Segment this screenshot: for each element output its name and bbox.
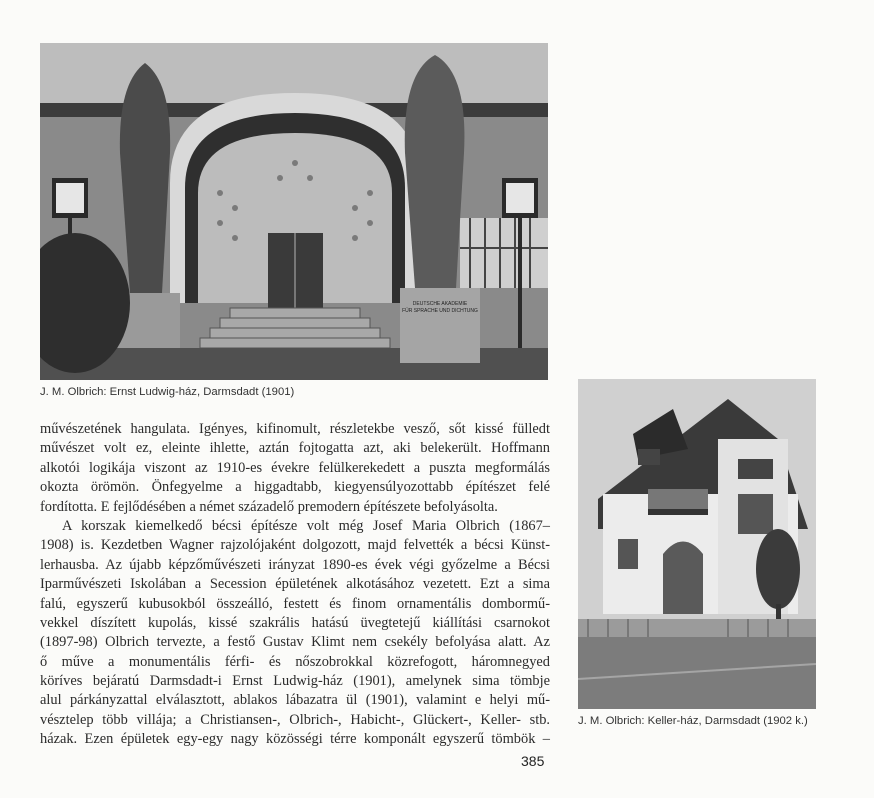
text-line: fordította. E fejlődésében a német századelő premodern építészete befolyásolta. [40,498,498,515]
caption-ernst-ludwig-house: J. M. Olbrich: Ernst Ludwig-ház, Darmsdadt (1901) [40,386,295,398]
body-text [40,420,550,750]
text-line: köríves bejáratú Darmsdadt-i Ernst Ludwig-ház (1901), amelynek sima tömbje [40,673,550,690]
paragraph-1 [40,420,550,517]
plaque-line-1: DEUTSCHE AKADEMIE [412,301,468,307]
photo-keller-house [578,379,816,709]
text-line: okozta örömön. Önfegyelme a higgadtabb, kiegyensúlyozottabb építészet felé [40,479,550,496]
text-line: 1908) is. Kezdetben Wagner rajzolójaként dolgozott, majd felvették a bécsi Künst- [40,537,550,554]
text-line: A korszak kiemelkedő bécsi építésze volt még Josef Maria Olbrich (1867– [62,517,550,534]
text-line: alkotói logikája viszont az 1910-es évekre felülkerekedett a puszta megformálás [40,459,550,476]
text-line: falú, egyszerű kubusokból összeálló, festett és finom ornamentális dombormű- [40,595,550,612]
text-line: ő műve a monumentális férfi- és nőszobrokkal közrefogott, háromnegyed [40,653,550,670]
text-line: művészetének hangulata. Igényes, kifinomult, részletekbe vesző, sőt kissé fülledt [40,421,550,437]
photo-ernst-ludwig-house [40,43,548,380]
caption-keller-house: J. M. Olbrich: Keller-ház, Darmsdadt (1902 k.) [578,715,808,727]
text-line: házak. Ezen épületek egy-egy nagy közösségi térre komponált egyszerű tömbök – [40,731,550,748]
page-number: 385 [521,753,545,769]
photo-keller-house-drawing [578,379,816,709]
text-line: (1897-98) Olbrich tervezte, a festő Gustav Klimt nem csekély befolyása alatt. Az [40,634,550,651]
text-line: vekkel díszített kupolás, kissé szakrális hatású üvegtetejű kiállítási csarnokot [40,614,550,631]
text-line: lerhausba. Az újabb képzőművészeti irányzat 1890-es évek végi győzelme a Bécsi [40,556,550,573]
plaque-line-2: FÜR SPRACHE UND DICHTUNG [402,308,478,314]
text-line: alul párkányzattal elválasztott, ablakos lábazatra ül (1901), valamint e helyi mű- [40,692,550,709]
photo-ernst-ludwig-house-drawing [40,43,548,380]
paragraph-2 [40,517,550,750]
text-line: vésztelep több villája; a Christiansen-, Olbrich-, Habicht-, Glückert-, Keller- stb. [40,711,550,728]
text-line: Iparművészeti Iskolában a Secession épületének alkotásához vezetett. Ezt a sima [40,576,550,593]
text-line: művészet volt ez, eleinte ihlette, aztán fojtogatta azt, aki belekerült. Hoffmann [40,440,550,457]
